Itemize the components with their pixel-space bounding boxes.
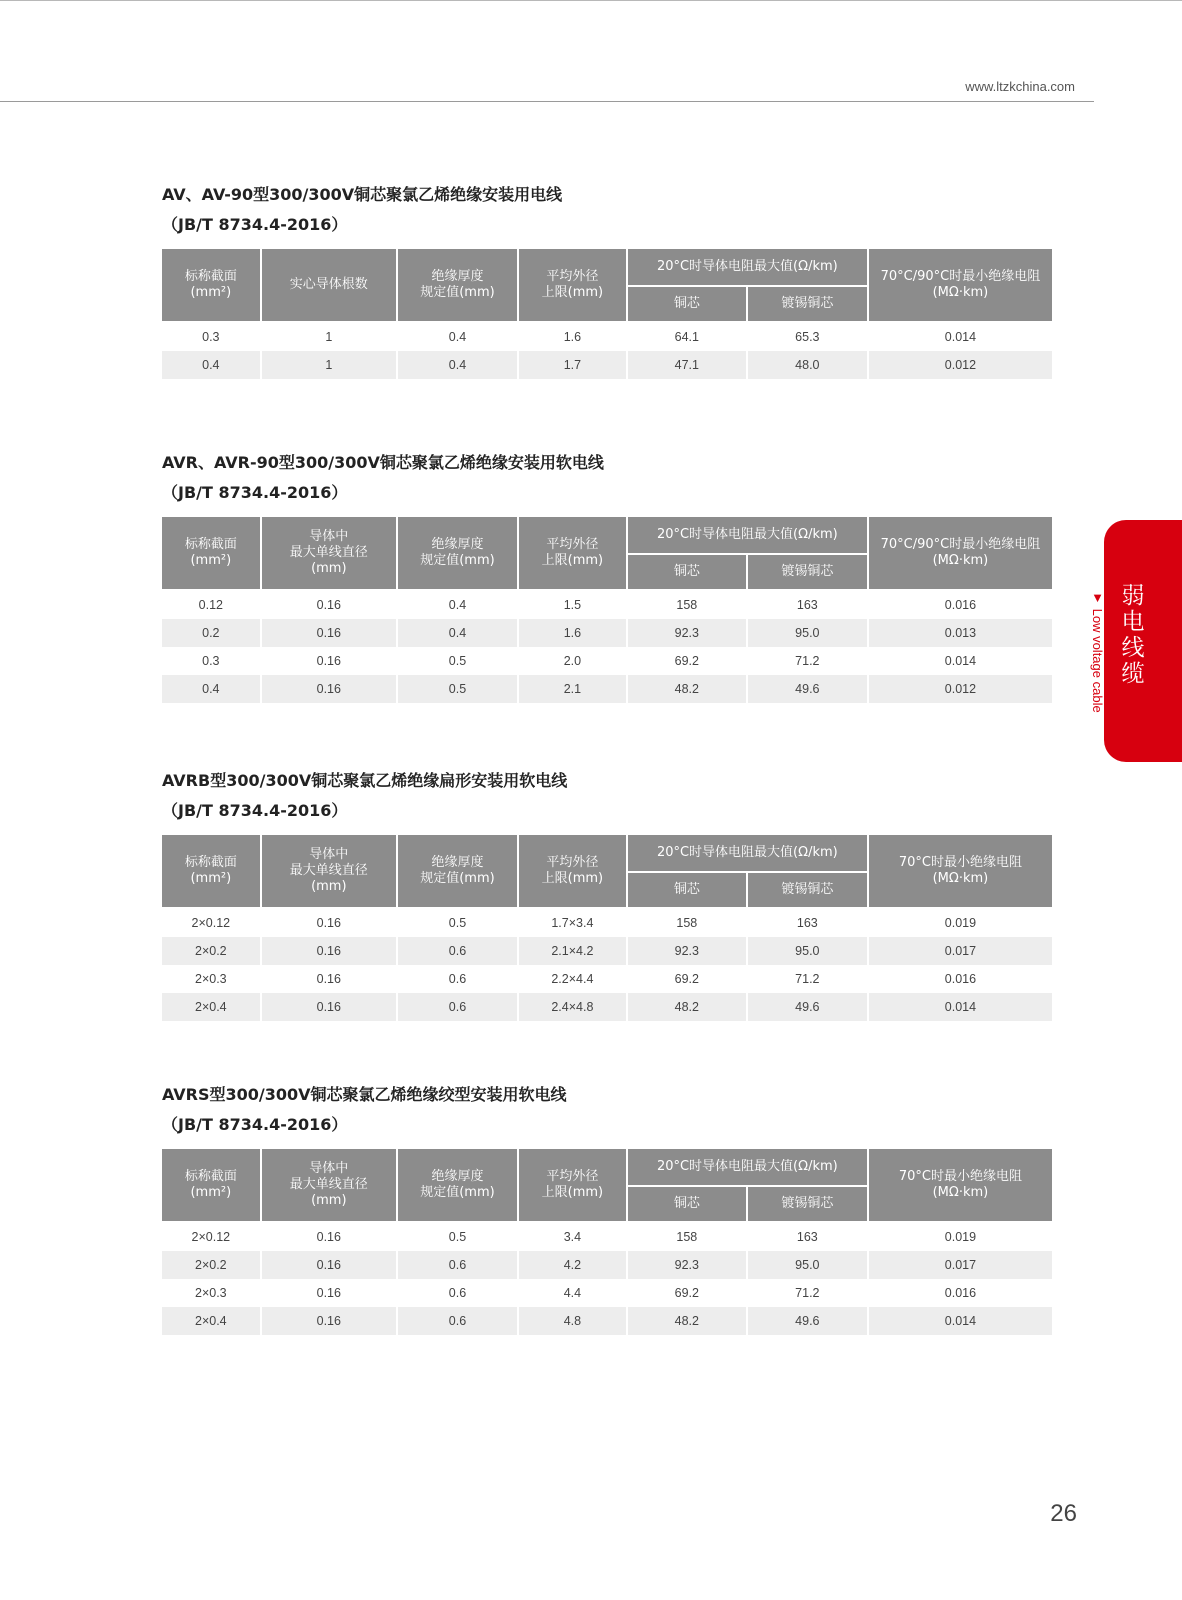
table-cell: 4.4	[518, 1279, 627, 1307]
table-cell: 0.014	[868, 1307, 1052, 1335]
header-tinned-copper: 镀锡铜芯	[747, 554, 868, 590]
table-cell: 0.4	[397, 590, 518, 619]
header-insulation-resistance	[868, 835, 1052, 908]
section-title: AVRB型300/300V铜芯聚氯乙烯绝缘扁形安装用软电线	[162, 771, 568, 790]
table-row	[162, 322, 1052, 351]
table-cell: 2.2×4.4	[518, 965, 627, 993]
table-row	[162, 1251, 1052, 1279]
table-cell: 2×0.3	[162, 1279, 261, 1307]
header-tinned-copper: 镀锡铜芯	[747, 1186, 868, 1222]
header-line: 导体中	[309, 847, 349, 862]
header-copper: 铜芯	[627, 872, 747, 908]
table-cell: 3.4	[518, 1222, 627, 1251]
table-cell: 0.4	[397, 619, 518, 647]
header-line: 规定值(mm)	[420, 871, 495, 886]
table-cell: 0.16	[261, 619, 397, 647]
header-line: 上限(mm)	[541, 871, 604, 886]
table-cell: 0.16	[261, 908, 397, 937]
table-cell: 2×0.12	[162, 1222, 261, 1251]
section-standard: （JB/T 8734.4-2016）	[162, 801, 348, 820]
table-cell: 0.4	[397, 322, 518, 351]
table-cell: 92.3	[627, 619, 747, 647]
header-conductor	[261, 1149, 397, 1222]
header-insulation-resistance	[868, 1149, 1052, 1222]
table-cell: 92.3	[627, 937, 747, 965]
header-line: (mm)	[311, 879, 347, 894]
table-cell: 4.2	[518, 1251, 627, 1279]
header-line: 绝缘厚度	[431, 1169, 484, 1184]
table-cell: 163	[747, 590, 868, 619]
spec-section	[162, 180, 1052, 379]
table-cell: 158	[627, 908, 747, 937]
header-line: 上限(mm)	[541, 553, 604, 568]
table-cell: 71.2	[747, 1279, 868, 1307]
header-line: 上限(mm)	[541, 285, 604, 300]
table-cell: 0.5	[397, 675, 518, 703]
table-cell: 158	[627, 1222, 747, 1251]
header-line: 最大单线直径	[289, 545, 368, 560]
table-cell: 1	[261, 322, 397, 351]
table-cell: 2.1×4.2	[518, 937, 627, 965]
section-standard: （JB/T 8734.4-2016）	[162, 1115, 348, 1134]
table-cell: 0.2	[162, 619, 261, 647]
header-line: (mm²)	[190, 553, 232, 568]
header-line: 最大单线直径	[289, 1177, 368, 1192]
table-cell: 0.6	[397, 937, 518, 965]
header-line: 平均外径	[546, 269, 599, 284]
table-cell: 0.16	[261, 965, 397, 993]
table-cell: 0.16	[261, 1222, 397, 1251]
table-cell: 0.019	[868, 1222, 1052, 1251]
table-row	[162, 965, 1052, 993]
spec-section	[162, 766, 1052, 1021]
header-insulation-resistance	[868, 517, 1052, 590]
table-cell: 2×0.2	[162, 937, 261, 965]
header-line: 标称截面	[184, 537, 237, 552]
table-cell: 0.012	[868, 675, 1052, 703]
header-line: 规定值(mm)	[420, 285, 495, 300]
table-cell: 0.16	[261, 1279, 397, 1307]
section-title: AVRS型300/300V铜芯聚氯乙烯绝缘绞型安装用软电线	[162, 1085, 567, 1104]
table-cell: 49.6	[747, 675, 868, 703]
header-line: 70°C/90°C时最小绝缘电阻	[880, 269, 1041, 284]
header-resistance-group: 20°C时导体电阻最大值(Ω/km)	[627, 249, 868, 286]
header-line: (MΩ·km)	[932, 871, 989, 886]
header-line: 标称截面	[184, 269, 237, 284]
table-cell: 69.2	[627, 965, 747, 993]
category-char: 电	[1121, 609, 1145, 635]
category-char: 弱	[1121, 583, 1145, 609]
header-line: (MΩ·km)	[932, 1185, 989, 1200]
section-title: AV、AV-90型300/300V铜芯聚氯乙烯绝缘安装用电线	[162, 185, 563, 204]
table-row	[162, 908, 1052, 937]
header-divider	[0, 101, 1094, 102]
table-cell: 163	[747, 908, 868, 937]
header-line: 规定值(mm)	[420, 1185, 495, 1200]
page-number: 26	[1050, 1500, 1077, 1527]
table-cell: 71.2	[747, 965, 868, 993]
table-cell: 0.016	[868, 1279, 1052, 1307]
header-line: (mm²)	[190, 1185, 232, 1200]
table-cell: 48.2	[627, 1307, 747, 1335]
header-resistance-group: 20°C时导体电阻最大值(Ω/km)	[627, 517, 868, 554]
table-cell: 0.017	[868, 937, 1052, 965]
header-mean-outer-diameter	[518, 249, 627, 322]
table-cell: 69.2	[627, 1279, 747, 1307]
table-cell: 0.6	[397, 1279, 518, 1307]
header-line: 上限(mm)	[541, 1185, 604, 1200]
spec-section	[162, 448, 1052, 703]
table-cell: 0.6	[397, 1251, 518, 1279]
table-cell: 48.0	[747, 351, 868, 379]
table-cell: 71.2	[747, 647, 868, 675]
table-cell: 0.16	[261, 1307, 397, 1335]
header-line: 实心导体根数	[289, 277, 368, 292]
header-line: 70°C时最小绝缘电阻	[898, 1169, 1022, 1184]
category-tab-english: ▼ Low voltage cable	[1090, 590, 1105, 713]
table-cell: 0.16	[261, 590, 397, 619]
category-char: 线	[1121, 635, 1145, 661]
table-cell: 2×0.3	[162, 965, 261, 993]
header-row	[162, 517, 1052, 554]
header-line: 绝缘厚度	[431, 269, 484, 284]
table-row	[162, 993, 1052, 1021]
table-cell: 0.3	[162, 647, 261, 675]
table-cell: 2.1	[518, 675, 627, 703]
header-nominal-section	[162, 1149, 261, 1222]
header-nominal-section	[162, 835, 261, 908]
header-line: 绝缘厚度	[431, 537, 484, 552]
table-cell: 1.7×3.4	[518, 908, 627, 937]
table-cell: 95.0	[747, 1251, 868, 1279]
table-cell: 64.1	[627, 322, 747, 351]
header-mean-outer-diameter	[518, 517, 627, 590]
table-cell: 158	[627, 590, 747, 619]
header-row	[162, 1149, 1052, 1186]
table-cell: 0.016	[868, 590, 1052, 619]
table-cell: 0.013	[868, 619, 1052, 647]
table-cell: 2×0.2	[162, 1251, 261, 1279]
table-cell: 0.6	[397, 965, 518, 993]
table-cell: 95.0	[747, 619, 868, 647]
table-cell: 0.16	[261, 647, 397, 675]
table-cell: 1.6	[518, 619, 627, 647]
table-cell: 0.016	[868, 965, 1052, 993]
header-line: 绝缘厚度	[431, 855, 484, 870]
header-resistance-group: 20°C时导体电阻最大值(Ω/km)	[627, 1149, 868, 1186]
top-divider	[0, 0, 1182, 1]
header-nominal-section	[162, 249, 261, 322]
table-cell: 49.6	[747, 1307, 868, 1335]
spec-table	[162, 835, 1052, 1021]
header-line: (mm²)	[190, 285, 232, 300]
header-row	[162, 249, 1052, 286]
table-cell: 0.017	[868, 1251, 1052, 1279]
table-cell: 1.7	[518, 351, 627, 379]
header-insulation-thickness	[397, 1149, 518, 1222]
section-standard: （JB/T 8734.4-2016）	[162, 215, 348, 234]
header-line: 标称截面	[184, 1169, 237, 1184]
header-line: 平均外径	[546, 537, 599, 552]
header-tinned-copper: 镀锡铜芯	[747, 872, 868, 908]
table-row	[162, 1279, 1052, 1307]
table-row	[162, 675, 1052, 703]
header-line: (mm)	[311, 1193, 347, 1208]
table-cell: 0.5	[397, 647, 518, 675]
header-line: 平均外径	[546, 1169, 599, 1184]
table-cell: 48.2	[627, 675, 747, 703]
header-resistance-group: 20°C时导体电阻最大值(Ω/km)	[627, 835, 868, 872]
table-cell: 49.6	[747, 993, 868, 1021]
header-tinned-copper: 镀锡铜芯	[747, 286, 868, 322]
spec-table	[162, 249, 1052, 379]
header-line: 导体中	[309, 1161, 349, 1176]
header-conductor	[261, 517, 397, 590]
table-cell: 2×0.4	[162, 1307, 261, 1335]
table-cell: 0.3	[162, 322, 261, 351]
spec-table	[162, 517, 1052, 703]
header-line: (mm)	[311, 561, 347, 576]
table-cell: 0.014	[868, 993, 1052, 1021]
table-cell: 0.4	[162, 351, 261, 379]
header-mean-outer-diameter	[518, 1149, 627, 1222]
table-cell: 163	[747, 1222, 868, 1251]
table-cell: 65.3	[747, 322, 868, 351]
table-cell: 0.16	[261, 993, 397, 1021]
table-cell: 0.6	[397, 1307, 518, 1335]
header-line: 标称截面	[184, 855, 237, 870]
table-row	[162, 619, 1052, 647]
table-cell: 1	[261, 351, 397, 379]
table-cell: 0.6	[397, 993, 518, 1021]
table-cell: 95.0	[747, 937, 868, 965]
table-row	[162, 1307, 1052, 1335]
header-line: 平均外径	[546, 855, 599, 870]
category-tab-title	[1118, 583, 1148, 687]
table-cell: 4.8	[518, 1307, 627, 1335]
table-cell: 2×0.12	[162, 908, 261, 937]
header-insulation-thickness	[397, 517, 518, 590]
table-cell: 0.5	[397, 1222, 518, 1251]
header-line: 70°C/90°C时最小绝缘电阻	[880, 537, 1041, 552]
header-copper: 铜芯	[627, 554, 747, 590]
table-cell: 47.1	[627, 351, 747, 379]
header-copper: 铜芯	[627, 1186, 747, 1222]
table-cell: 0.5	[397, 908, 518, 937]
table-cell: 0.014	[868, 322, 1052, 351]
table-row	[162, 1222, 1052, 1251]
table-cell: 0.4	[162, 675, 261, 703]
table-cell: 2×0.4	[162, 993, 261, 1021]
table-cell: 0.019	[868, 908, 1052, 937]
table-cell: 69.2	[627, 647, 747, 675]
header-insulation-thickness	[397, 249, 518, 322]
header-line: 最大单线直径	[289, 863, 368, 878]
header-line: (MΩ·km)	[932, 285, 989, 300]
table-cell: 48.2	[627, 993, 747, 1021]
header-nominal-section	[162, 517, 261, 590]
section-standard: （JB/T 8734.4-2016）	[162, 483, 348, 502]
table-cell: 92.3	[627, 1251, 747, 1279]
site-url: www.ltzkchina.com	[965, 79, 1075, 94]
header-copper: 铜芯	[627, 286, 747, 322]
table-row	[162, 647, 1052, 675]
section-title: AVR、AVR-90型300/300V铜芯聚氯乙烯绝缘安装用软电线	[162, 453, 604, 472]
table-cell: 0.012	[868, 351, 1052, 379]
table-cell: 2.0	[518, 647, 627, 675]
table-cell: 1.6	[518, 322, 627, 351]
header-conductor	[261, 249, 397, 322]
header-line: (mm²)	[190, 871, 232, 886]
header-row	[162, 835, 1052, 872]
header-line: 规定值(mm)	[420, 553, 495, 568]
header-line: (MΩ·km)	[932, 553, 989, 568]
table-cell: 1.5	[518, 590, 627, 619]
header-line: 70°C时最小绝缘电阻	[898, 855, 1022, 870]
category-char: 缆	[1121, 661, 1145, 687]
table-cell: 0.12	[162, 590, 261, 619]
table-row	[162, 590, 1052, 619]
table-cell: 2.4×4.8	[518, 993, 627, 1021]
header-conductor	[261, 835, 397, 908]
header-line: 导体中	[309, 529, 349, 544]
spec-table	[162, 1149, 1052, 1335]
table-cell: 0.16	[261, 675, 397, 703]
header-insulation-thickness	[397, 835, 518, 908]
table-cell: 0.014	[868, 647, 1052, 675]
table-row	[162, 937, 1052, 965]
table-cell: 0.16	[261, 1251, 397, 1279]
table-cell: 0.4	[397, 351, 518, 379]
header-mean-outer-diameter	[518, 835, 627, 908]
table-row	[162, 351, 1052, 379]
header-insulation-resistance	[868, 249, 1052, 322]
table-cell: 0.16	[261, 937, 397, 965]
spec-section	[162, 1080, 1052, 1335]
